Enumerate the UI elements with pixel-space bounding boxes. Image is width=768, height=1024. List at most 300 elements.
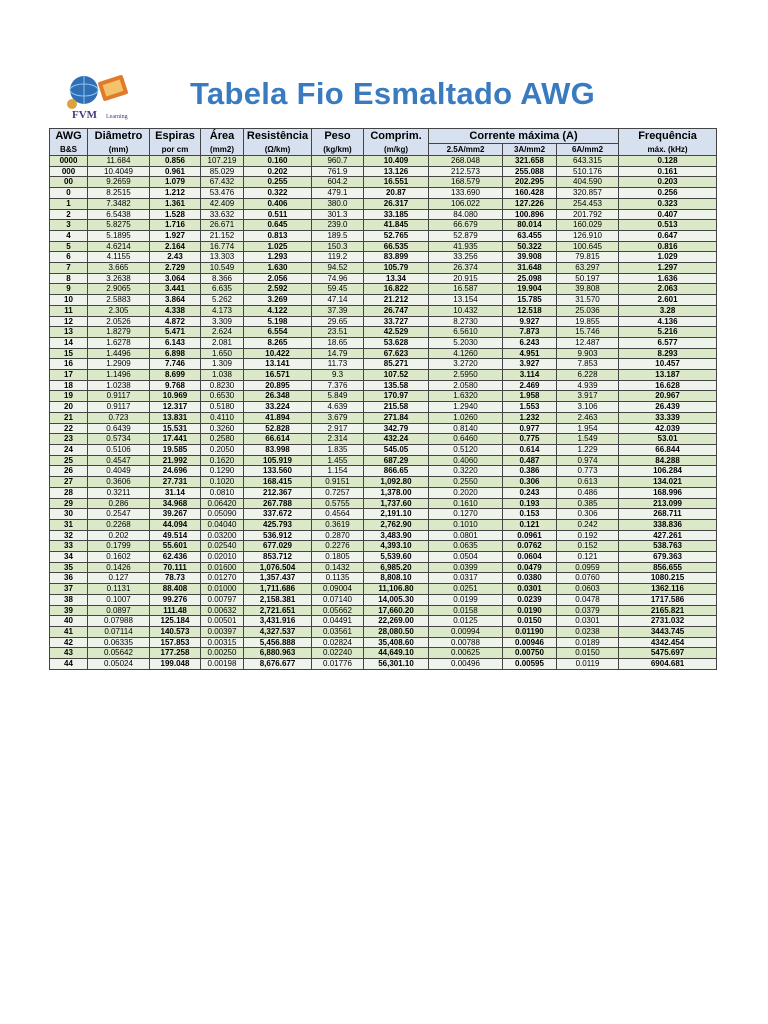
header-area: Área bbox=[201, 129, 244, 144]
table-cell: 4.6214 bbox=[88, 241, 150, 252]
table-row bbox=[50, 198, 717, 209]
table-cell: 0.01000 bbox=[201, 584, 244, 595]
table-cell: 170.97 bbox=[364, 391, 429, 402]
table-cell: 0.4049 bbox=[88, 466, 150, 477]
table-cell: 39 bbox=[50, 605, 88, 616]
table-cell: 41.894 bbox=[244, 412, 312, 423]
table-cell: 50.197 bbox=[557, 273, 619, 284]
table-cell: 107.219 bbox=[201, 156, 244, 167]
table-cell: 105.919 bbox=[244, 455, 312, 466]
table-cell: 28 bbox=[50, 487, 88, 498]
table-cell: 0.6460 bbox=[429, 434, 503, 445]
table-cell: 6,880.963 bbox=[244, 648, 312, 659]
table-cell: 23 bbox=[50, 434, 88, 445]
table-cell: 31 bbox=[50, 519, 88, 530]
table-cell: 52.879 bbox=[429, 230, 503, 241]
table-cell: 63.455 bbox=[503, 230, 557, 241]
table-cell: 0.0150 bbox=[557, 648, 619, 659]
table-cell: 0.0961 bbox=[503, 530, 557, 541]
table-cell: 0.2550 bbox=[429, 477, 503, 488]
table-cell: 0.3619 bbox=[312, 519, 364, 530]
table-cell: 11,106.80 bbox=[364, 584, 429, 595]
table-cell: 5.216 bbox=[619, 327, 717, 338]
table-cell: 432.24 bbox=[364, 434, 429, 445]
table-cell: 99.276 bbox=[150, 594, 201, 605]
table-cell: 16.628 bbox=[619, 380, 717, 391]
table-cell: 20.87 bbox=[364, 188, 429, 199]
table-cell: 0.242 bbox=[557, 519, 619, 530]
table-cell: 7 bbox=[50, 263, 88, 274]
table-cell: 0.4060 bbox=[429, 455, 503, 466]
table-cell: 2.601 bbox=[619, 295, 717, 306]
table-row bbox=[50, 626, 717, 637]
table-cell: 39.908 bbox=[503, 252, 557, 263]
table-row bbox=[50, 230, 717, 241]
table-cell: 2.5883 bbox=[88, 295, 150, 306]
header-unit-ohm-km: (Ω/km) bbox=[244, 144, 312, 156]
table-cell: 14 bbox=[50, 337, 88, 348]
table-cell: 0.9117 bbox=[88, 391, 150, 402]
table-cell: 342.79 bbox=[364, 423, 429, 434]
table-cell: 0.03561 bbox=[312, 626, 364, 637]
table-cell: 0.3606 bbox=[88, 477, 150, 488]
table-cell: 33.632 bbox=[201, 209, 244, 220]
table-row bbox=[50, 402, 717, 413]
table-cell: 0.0301 bbox=[503, 584, 557, 595]
table-row bbox=[50, 573, 717, 584]
table-cell: 538.763 bbox=[619, 541, 717, 552]
awg-wire-table bbox=[49, 128, 717, 670]
table-body bbox=[50, 156, 717, 670]
table-cell: 0.1020 bbox=[201, 477, 244, 488]
table-cell: 0.306 bbox=[503, 477, 557, 488]
table-cell: 9.768 bbox=[150, 380, 201, 391]
table-cell: 1.630 bbox=[244, 263, 312, 274]
table-row bbox=[50, 594, 717, 605]
table-cell: 74.96 bbox=[312, 273, 364, 284]
table-cell: 320.857 bbox=[557, 188, 619, 199]
table-cell: 35 bbox=[50, 562, 88, 573]
table-cell: 0.487 bbox=[503, 455, 557, 466]
table-cell: 1.029 bbox=[619, 252, 717, 263]
table-cell: 1.1496 bbox=[88, 370, 150, 381]
table-row bbox=[50, 209, 717, 220]
table-row bbox=[50, 252, 717, 263]
table-cell: 1080.215 bbox=[619, 573, 717, 584]
table-cell: 1.0260 bbox=[429, 412, 503, 423]
table-cell: 6.554 bbox=[244, 327, 312, 338]
table-cell: 13.303 bbox=[201, 252, 244, 263]
table-cell: 0.07114 bbox=[88, 626, 150, 637]
table-cell: 12 bbox=[50, 316, 88, 327]
table-cell: 20.967 bbox=[619, 391, 717, 402]
table-cell: 0.4547 bbox=[88, 455, 150, 466]
table-cell: 12.317 bbox=[150, 402, 201, 413]
table-cell: 0.0150 bbox=[503, 616, 557, 627]
table-cell: 0.647 bbox=[619, 230, 717, 241]
table-cell: 000 bbox=[50, 166, 88, 177]
table-cell: 1.154 bbox=[312, 466, 364, 477]
table-row bbox=[50, 305, 717, 316]
table-cell: 42.529 bbox=[364, 327, 429, 338]
table-cell: 2.305 bbox=[88, 305, 150, 316]
table-cell: 1.455 bbox=[312, 455, 364, 466]
table-cell: 0.1131 bbox=[88, 584, 150, 595]
table-cell: 135.58 bbox=[364, 380, 429, 391]
table-row bbox=[50, 295, 717, 306]
table-cell: 212.573 bbox=[429, 166, 503, 177]
header-length: Comprim. bbox=[364, 129, 429, 144]
table-cell: 2,158.381 bbox=[244, 594, 312, 605]
table-cell: 2,762.90 bbox=[364, 519, 429, 530]
table-cell: 5.198 bbox=[244, 316, 312, 327]
table-cell: 268.048 bbox=[429, 156, 503, 167]
table-cell: 1.038 bbox=[201, 370, 244, 381]
table-cell: 0.0239 bbox=[503, 594, 557, 605]
table-cell: 6 bbox=[50, 252, 88, 263]
table-cell: 0.0125 bbox=[429, 616, 503, 627]
header-unit-per-cm: por cm bbox=[150, 144, 201, 156]
table-cell: 62.436 bbox=[150, 552, 201, 563]
table-cell: 679.363 bbox=[619, 552, 717, 563]
table-cell: 19.585 bbox=[150, 444, 201, 455]
table-cell: 1,711.686 bbox=[244, 584, 312, 595]
table-cell: 55.601 bbox=[150, 541, 201, 552]
table-cell: 3.665 bbox=[88, 263, 150, 274]
table-cell: 536.912 bbox=[244, 530, 312, 541]
table-row bbox=[50, 370, 717, 381]
table-cell: 0.01270 bbox=[201, 573, 244, 584]
table-cell: 4,393.10 bbox=[364, 541, 429, 552]
table-cell: 10.969 bbox=[150, 391, 201, 402]
table-cell: 83.899 bbox=[364, 252, 429, 263]
table-cell: 29 bbox=[50, 498, 88, 509]
table-cell: 15.531 bbox=[150, 423, 201, 434]
table-cell: 105.79 bbox=[364, 263, 429, 274]
table-cell: 0.5180 bbox=[201, 402, 244, 413]
table-cell: 0.00788 bbox=[429, 637, 503, 648]
table-cell: 17.441 bbox=[150, 434, 201, 445]
table-cell: 0.2020 bbox=[429, 487, 503, 498]
table-cell: 25.098 bbox=[503, 273, 557, 284]
table-cell: 100.896 bbox=[503, 209, 557, 220]
table-cell: 16.774 bbox=[201, 241, 244, 252]
table-cell: 3.441 bbox=[150, 284, 201, 295]
table-cell: 106.284 bbox=[619, 466, 717, 477]
table-cell: 1362.116 bbox=[619, 584, 717, 595]
table-cell: 0.3220 bbox=[429, 466, 503, 477]
table-cell: 4.639 bbox=[312, 402, 364, 413]
table-cell: 16.571 bbox=[244, 370, 312, 381]
table-cell: 0.153 bbox=[503, 509, 557, 520]
table-cell: 16.587 bbox=[429, 284, 503, 295]
table-cell: 2.063 bbox=[619, 284, 717, 295]
table-cell: 0.203 bbox=[619, 177, 717, 188]
table-cell: 6.635 bbox=[201, 284, 244, 295]
table-cell: 1.8279 bbox=[88, 327, 150, 338]
table-cell: 79.815 bbox=[557, 252, 619, 263]
table-cell: 3,431.916 bbox=[244, 616, 312, 627]
table-cell: 2.917 bbox=[312, 423, 364, 434]
table-cell: 0.256 bbox=[619, 188, 717, 199]
table-cell: 84.288 bbox=[619, 455, 717, 466]
table-cell: 0.0301 bbox=[557, 616, 619, 627]
table-cell: 9.2659 bbox=[88, 177, 150, 188]
table-cell: 0.4564 bbox=[312, 509, 364, 520]
table-row bbox=[50, 541, 717, 552]
table-cell: 0.2547 bbox=[88, 509, 150, 520]
table-cell: 1.553 bbox=[503, 402, 557, 413]
table-cell: 2165.821 bbox=[619, 605, 717, 616]
table-row bbox=[50, 412, 717, 423]
table-cell: 3.106 bbox=[557, 402, 619, 413]
table-cell: 1.958 bbox=[503, 391, 557, 402]
table-cell: 33 bbox=[50, 541, 88, 552]
table-cell: 404.590 bbox=[557, 177, 619, 188]
table-cell: 1,378.00 bbox=[364, 487, 429, 498]
table-cell: 33.339 bbox=[619, 412, 717, 423]
table-cell: 33.256 bbox=[429, 252, 503, 263]
table-row bbox=[50, 648, 717, 659]
table-cell: 0.1007 bbox=[88, 594, 150, 605]
table-cell: 1,092.80 bbox=[364, 477, 429, 488]
table-cell: 31.648 bbox=[503, 263, 557, 274]
table-cell: 5.8275 bbox=[88, 220, 150, 231]
table-cell: 10 bbox=[50, 295, 88, 306]
table-cell: 26.374 bbox=[429, 263, 503, 274]
header-unit-khz: máx. (kHz) bbox=[619, 144, 717, 156]
table-cell: 0.0810 bbox=[201, 487, 244, 498]
table-cell: 85.029 bbox=[201, 166, 244, 177]
table-cell: 4342.454 bbox=[619, 637, 717, 648]
table-cell: 0.00946 bbox=[503, 637, 557, 648]
table-cell: 687.29 bbox=[364, 455, 429, 466]
table-cell: 5.2030 bbox=[429, 337, 503, 348]
table-cell: 0.322 bbox=[244, 188, 312, 199]
table-cell: 0.01600 bbox=[201, 562, 244, 573]
header-awg: AWG bbox=[50, 129, 88, 144]
table-cell: 0.02540 bbox=[201, 541, 244, 552]
table-cell: 8.2515 bbox=[88, 188, 150, 199]
table-row bbox=[50, 391, 717, 402]
table-cell: 3.064 bbox=[150, 273, 201, 284]
table-cell: 2.592 bbox=[244, 284, 312, 295]
table-cell: 866.65 bbox=[364, 466, 429, 477]
table-cell: 0.00625 bbox=[429, 648, 503, 659]
table-cell: 20 bbox=[50, 402, 88, 413]
table-cell: 28,080.50 bbox=[364, 626, 429, 637]
table-row bbox=[50, 477, 717, 488]
table-cell: 2.5950 bbox=[429, 370, 503, 381]
table-cell: 0.974 bbox=[557, 455, 619, 466]
table-cell: 479.1 bbox=[312, 188, 364, 199]
table-cell: 168.415 bbox=[244, 477, 312, 488]
table-cell: 0.05642 bbox=[88, 648, 150, 659]
table-cell: 0.813 bbox=[244, 230, 312, 241]
table-cell: 8.366 bbox=[201, 273, 244, 284]
header-max-current: Corrente máxima (A) bbox=[429, 129, 619, 144]
table-row bbox=[50, 284, 717, 295]
table-row bbox=[50, 423, 717, 434]
table-cell: 2.0580 bbox=[429, 380, 503, 391]
table-cell: 271.84 bbox=[364, 412, 429, 423]
table-cell: 100.645 bbox=[557, 241, 619, 252]
table-cell: 4.173 bbox=[201, 305, 244, 316]
table-cell: 49.514 bbox=[150, 530, 201, 541]
table-cell: 0.0380 bbox=[503, 573, 557, 584]
table-cell: 13.831 bbox=[150, 412, 201, 423]
table-cell: 59.45 bbox=[312, 284, 364, 295]
table-cell: 0.513 bbox=[619, 220, 717, 231]
table-cell: 201.792 bbox=[557, 209, 619, 220]
table-cell: 1.232 bbox=[503, 412, 557, 423]
table-cell: 111.48 bbox=[150, 605, 201, 616]
table-cell: 26 bbox=[50, 466, 88, 477]
table-cell: 0.0190 bbox=[503, 605, 557, 616]
table-cell: 53.628 bbox=[364, 337, 429, 348]
table-cell: 24.696 bbox=[150, 466, 201, 477]
table-cell: 31.570 bbox=[557, 295, 619, 306]
table-cell: 0.0604 bbox=[503, 552, 557, 563]
table-cell: 0 bbox=[50, 188, 88, 199]
table-cell: 3443.745 bbox=[619, 626, 717, 637]
table-cell: 0.9151 bbox=[312, 477, 364, 488]
table-cell: 44 bbox=[50, 659, 88, 670]
table-cell: 5475.697 bbox=[619, 648, 717, 659]
globe-chip-logo-icon bbox=[62, 70, 140, 124]
table-cell: 40 bbox=[50, 616, 88, 627]
table-cell: 1.528 bbox=[150, 209, 201, 220]
table-cell: 25 bbox=[50, 455, 88, 466]
table-cell: 00 bbox=[50, 177, 88, 188]
table-cell: 0.6439 bbox=[88, 423, 150, 434]
table-cell: 0.407 bbox=[619, 209, 717, 220]
table-cell: 0.2268 bbox=[88, 519, 150, 530]
table-cell: 0.121 bbox=[503, 519, 557, 530]
table-cell: 761.9 bbox=[312, 166, 364, 177]
table-cell: 6.228 bbox=[557, 370, 619, 381]
table-cell: 0.161 bbox=[619, 166, 717, 177]
table-cell: 301.3 bbox=[312, 209, 364, 220]
table-cell: 321.658 bbox=[503, 156, 557, 167]
table-cell: 32 bbox=[50, 530, 88, 541]
table-cell: 2731.032 bbox=[619, 616, 717, 627]
table-cell: 11 bbox=[50, 305, 88, 316]
table-cell: 38 bbox=[50, 594, 88, 605]
table-cell: 1717.586 bbox=[619, 594, 717, 605]
table-row bbox=[50, 188, 717, 199]
table-cell: 66.844 bbox=[619, 444, 717, 455]
table-cell: 199.048 bbox=[150, 659, 201, 670]
table-cell: 31.14 bbox=[150, 487, 201, 498]
table-cell: 83.998 bbox=[244, 444, 312, 455]
table-cell: 4.951 bbox=[503, 348, 557, 359]
table-cell: 7.873 bbox=[503, 327, 557, 338]
table-cell: 8.699 bbox=[150, 370, 201, 381]
table-row bbox=[50, 562, 717, 573]
table-cell: 2.729 bbox=[150, 263, 201, 274]
table-cell: 0.00315 bbox=[201, 637, 244, 648]
table-cell: 19.855 bbox=[557, 316, 619, 327]
table-cell: 0.1610 bbox=[429, 498, 503, 509]
table-cell: 0.0317 bbox=[429, 573, 503, 584]
table-cell: 1.309 bbox=[201, 359, 244, 370]
table-cell: 0000 bbox=[50, 156, 88, 167]
table-cell: 13.141 bbox=[244, 359, 312, 370]
table-cell: 0.160 bbox=[244, 156, 312, 167]
header-resistance: Resistência bbox=[244, 129, 312, 144]
table-cell: 0.406 bbox=[244, 198, 312, 209]
header-current-2-5: 2.5A/mm2 bbox=[429, 144, 503, 156]
table-cell: 0.0251 bbox=[429, 584, 503, 595]
table-cell: 3 bbox=[50, 220, 88, 231]
table-row bbox=[50, 359, 717, 370]
table-cell: 160.428 bbox=[503, 188, 557, 199]
table-cell: 18.65 bbox=[312, 337, 364, 348]
table-cell: 7.746 bbox=[150, 359, 201, 370]
table-cell: 3,483.90 bbox=[364, 530, 429, 541]
table-cell: 15 bbox=[50, 348, 88, 359]
table-cell: 9.927 bbox=[503, 316, 557, 327]
table-row bbox=[50, 519, 717, 530]
table-cell: 1.6320 bbox=[429, 391, 503, 402]
table-cell: 0.243 bbox=[503, 487, 557, 498]
table-cell: 10.432 bbox=[429, 305, 503, 316]
header-unit-mm2: (mm2) bbox=[201, 144, 244, 156]
table-cell: 5.262 bbox=[201, 295, 244, 306]
table-row bbox=[50, 552, 717, 563]
table-cell: 338.836 bbox=[619, 519, 717, 530]
table-row bbox=[50, 509, 717, 520]
table-cell: 3.114 bbox=[503, 370, 557, 381]
table-cell: 70.111 bbox=[150, 562, 201, 573]
header-diameter: Diâmetro bbox=[88, 129, 150, 144]
table-cell: 41.845 bbox=[364, 220, 429, 231]
table-cell: 67.432 bbox=[201, 177, 244, 188]
table-cell: 0.00994 bbox=[429, 626, 503, 637]
table-row bbox=[50, 166, 717, 177]
table-cell: 10.409 bbox=[364, 156, 429, 167]
table-cell: 0.816 bbox=[619, 241, 717, 252]
table-cell: 0.06335 bbox=[88, 637, 150, 648]
table-cell: 133.560 bbox=[244, 466, 312, 477]
table-cell: 0.645 bbox=[244, 220, 312, 231]
table-cell: 0.1602 bbox=[88, 552, 150, 563]
table-row bbox=[50, 434, 717, 445]
table-cell: 0.613 bbox=[557, 477, 619, 488]
table-cell: 0.6530 bbox=[201, 391, 244, 402]
table-row bbox=[50, 177, 717, 188]
table-cell: 0.2276 bbox=[312, 541, 364, 552]
table-row bbox=[50, 273, 717, 284]
table-cell: 3.2720 bbox=[429, 359, 503, 370]
table-cell: 3.864 bbox=[150, 295, 201, 306]
table-cell: 337.672 bbox=[244, 509, 312, 520]
table-cell: 1 bbox=[50, 198, 88, 209]
table-cell: 0.856 bbox=[150, 156, 201, 167]
table-cell: 16.551 bbox=[364, 177, 429, 188]
table-cell: 84.080 bbox=[429, 209, 503, 220]
table-cell: 37.39 bbox=[312, 305, 364, 316]
table-row bbox=[50, 444, 717, 455]
table-cell: 239.0 bbox=[312, 220, 364, 231]
table-cell: 0.00250 bbox=[201, 648, 244, 659]
table-cell: 0.0399 bbox=[429, 562, 503, 573]
header-frequency: Frequência bbox=[619, 129, 717, 144]
table-cell: 66.614 bbox=[244, 434, 312, 445]
table-cell: 4.939 bbox=[557, 380, 619, 391]
table-row bbox=[50, 487, 717, 498]
